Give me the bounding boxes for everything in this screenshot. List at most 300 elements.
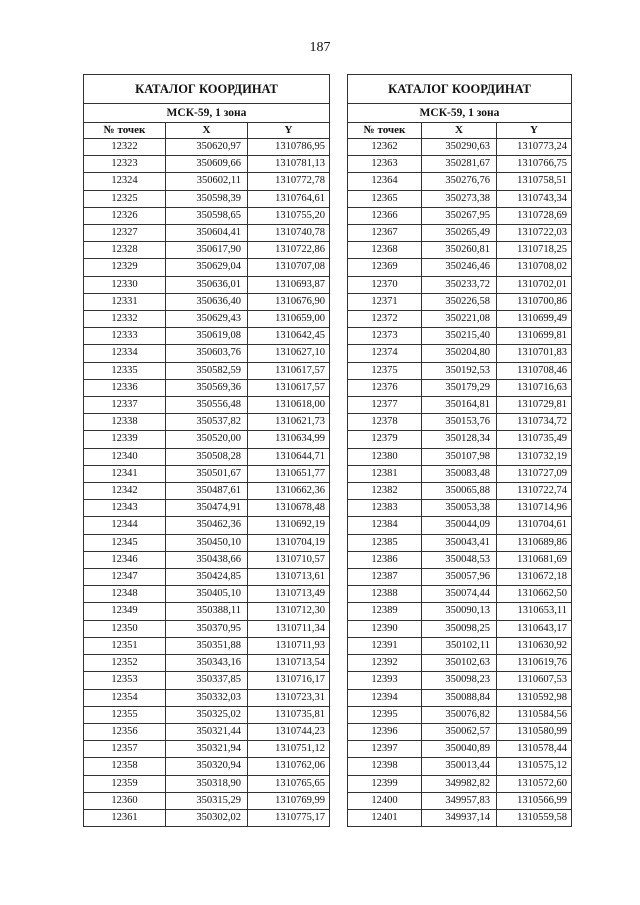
cell-x: 350098,25: [422, 620, 497, 637]
cell-x: 350474,91: [166, 500, 248, 517]
table-row: [84, 156, 330, 173]
cell-point-number: 12390: [348, 620, 422, 637]
cell-y: 1310662,50: [497, 586, 572, 603]
cell-y: 1310704,61: [497, 517, 572, 534]
cell-point-number: 12378: [348, 414, 422, 431]
table-row: [348, 259, 572, 276]
cell-point-number: 12400: [348, 792, 422, 809]
table-row: [348, 207, 572, 224]
table-row: [348, 809, 572, 826]
table-row: [348, 311, 572, 328]
cell-x: 350065,88: [422, 483, 497, 500]
cell-point-number: 12348: [84, 586, 166, 603]
table-row: [84, 242, 330, 259]
cell-x: 350107,98: [422, 448, 497, 465]
cell-y: 1310575,12: [497, 758, 572, 775]
cell-point-number: 12365: [348, 190, 422, 207]
cell-y: 1310718,25: [497, 242, 572, 259]
cell-x: 350629,43: [166, 311, 248, 328]
cell-x: 350321,94: [166, 741, 248, 758]
cell-x: 350044,09: [422, 517, 497, 534]
cell-y: 1310735,49: [497, 431, 572, 448]
table-row: [84, 689, 330, 706]
cell-x: 350520,00: [166, 431, 248, 448]
cell-y: 1310708,46: [497, 362, 572, 379]
table-row: [348, 517, 572, 534]
cell-x: 349957,83: [422, 792, 497, 809]
cell-point-number: 12347: [84, 569, 166, 586]
table-row: [348, 190, 572, 207]
table-row: [348, 500, 572, 517]
cell-x: 350598,39: [166, 190, 248, 207]
cell-y: 1310744,23: [248, 723, 330, 740]
cell-point-number: 12351: [84, 637, 166, 654]
cell-point-number: 12353: [84, 672, 166, 689]
cell-y: 1310662,36: [248, 483, 330, 500]
cell-x: 350569,36: [166, 379, 248, 396]
cell-y: 1310580,99: [497, 723, 572, 740]
cell-point-number: 12397: [348, 741, 422, 758]
cell-x: 350098,23: [422, 672, 497, 689]
cell-y: 1310642,45: [248, 328, 330, 345]
cell-point-number: 12345: [84, 534, 166, 551]
table-row: [84, 173, 330, 190]
cell-point-number: 12380: [348, 448, 422, 465]
cell-point-number: 12341: [84, 465, 166, 482]
table-row: [84, 397, 330, 414]
cell-point-number: 12356: [84, 723, 166, 740]
cell-x: 350164,81: [422, 397, 497, 414]
table-row: [84, 775, 330, 792]
cell-y: 1310651,77: [248, 465, 330, 482]
table-row: [84, 551, 330, 568]
cell-y: 1310617,57: [248, 362, 330, 379]
table-row: [348, 328, 572, 345]
table-row: [348, 672, 572, 689]
table-row: [348, 551, 572, 568]
cell-point-number: 12384: [348, 517, 422, 534]
column-header-point-number: № точек: [84, 123, 166, 139]
cell-point-number: 12382: [348, 483, 422, 500]
coordinate-catalog-table-right: [347, 74, 572, 827]
cell-x: 350320,94: [166, 758, 248, 775]
cell-point-number: 12324: [84, 173, 166, 190]
cell-x: 350204,80: [422, 345, 497, 362]
cell-y: 1310692,19: [248, 517, 330, 534]
cell-point-number: 12367: [348, 225, 422, 242]
cell-x: 350246,46: [422, 259, 497, 276]
table-row: [84, 758, 330, 775]
cell-point-number: 12322: [84, 139, 166, 156]
table-row: [84, 723, 330, 740]
cell-x: 350090,13: [422, 603, 497, 620]
cell-y: 1310710,57: [248, 551, 330, 568]
table-row: [348, 569, 572, 586]
cell-x: 350153,76: [422, 414, 497, 431]
cell-y: 1310619,76: [497, 655, 572, 672]
table-row: [84, 414, 330, 431]
table-row: [348, 534, 572, 551]
table-row: [348, 242, 572, 259]
cell-point-number: 12354: [84, 689, 166, 706]
cell-y: 1310644,71: [248, 448, 330, 465]
cell-y: 1310701,83: [497, 345, 572, 362]
cell-x: 350405,10: [166, 586, 248, 603]
cell-point-number: 12364: [348, 173, 422, 190]
cell-y: 1310711,93: [248, 637, 330, 654]
table-row: [84, 620, 330, 637]
cell-x: 350603,76: [166, 345, 248, 362]
cell-y: 1310751,12: [248, 741, 330, 758]
cell-y: 1310722,74: [497, 483, 572, 500]
cell-point-number: 12362: [348, 139, 422, 156]
table-row: [348, 586, 572, 603]
cell-y: 1310781,13: [248, 156, 330, 173]
cell-point-number: 12373: [348, 328, 422, 345]
table-row: [348, 655, 572, 672]
table-row: [84, 293, 330, 310]
table-row: [84, 603, 330, 620]
cell-y: 1310617,57: [248, 379, 330, 396]
cell-point-number: 12329: [84, 259, 166, 276]
column-header-x: X: [422, 123, 497, 139]
table-row: [348, 689, 572, 706]
cell-x: 350192,53: [422, 362, 497, 379]
table-body: [348, 139, 572, 827]
cell-x: 350629,04: [166, 259, 248, 276]
cell-y: 1310716,17: [248, 672, 330, 689]
cell-y: 1310659,00: [248, 311, 330, 328]
cell-point-number: 12357: [84, 741, 166, 758]
cell-x: 350013,44: [422, 758, 497, 775]
cell-y: 1310713,49: [248, 586, 330, 603]
cell-point-number: 12336: [84, 379, 166, 396]
table-row: [348, 448, 572, 465]
column-header-point-number: № точек: [348, 123, 422, 139]
cell-x: 350273,38: [422, 190, 497, 207]
cell-x: 350424,85: [166, 569, 248, 586]
table-row: [84, 483, 330, 500]
cell-y: 1310712,30: [248, 603, 330, 620]
cell-y: 1310772,78: [248, 173, 330, 190]
table-row: [348, 620, 572, 637]
cell-y: 1310708,02: [497, 259, 572, 276]
cell-point-number: 12361: [84, 809, 166, 826]
coordinate-catalog-table-left: [83, 74, 330, 827]
cell-y: 1310732,19: [497, 448, 572, 465]
cell-y: 1310676,90: [248, 293, 330, 310]
cell-x: 350602,11: [166, 173, 248, 190]
cell-point-number: 12360: [84, 792, 166, 809]
cell-x: 350556,48: [166, 397, 248, 414]
cell-x: 350438,66: [166, 551, 248, 568]
cell-y: 1310621,73: [248, 414, 330, 431]
cell-x: 350619,08: [166, 328, 248, 345]
table-title: КАТАЛОГ КООРДИНАТ: [348, 75, 572, 104]
cell-x: 350040,89: [422, 741, 497, 758]
cell-y: 1310618,00: [248, 397, 330, 414]
cell-y: 1310714,96: [497, 500, 572, 517]
table-row: [84, 672, 330, 689]
column-header-x: X: [166, 123, 248, 139]
cell-y: 1310734,72: [497, 414, 572, 431]
cell-point-number: 12352: [84, 655, 166, 672]
cell-point-number: 12399: [348, 775, 422, 792]
cell-x: 350318,90: [166, 775, 248, 792]
table-row: [84, 569, 330, 586]
cell-x: 350062,57: [422, 723, 497, 740]
cell-point-number: 12387: [348, 569, 422, 586]
cell-y: 1310773,24: [497, 139, 572, 156]
table-row: [84, 500, 330, 517]
cell-y: 1310630,92: [497, 637, 572, 654]
cell-y: 1310672,18: [497, 569, 572, 586]
cell-x: 350636,01: [166, 276, 248, 293]
cell-x: 350233,72: [422, 276, 497, 293]
table-row: [84, 345, 330, 362]
cell-y: 1310775,17: [248, 809, 330, 826]
table-subtitle: МСК-59, 1 зона: [348, 104, 572, 123]
table-row: [348, 173, 572, 190]
cell-x: 350370,95: [166, 620, 248, 637]
cell-x: 350337,85: [166, 672, 248, 689]
table-row: [348, 139, 572, 156]
cell-point-number: 12394: [348, 689, 422, 706]
cell-x: 350321,44: [166, 723, 248, 740]
table-row: [348, 741, 572, 758]
table-row: [84, 190, 330, 207]
cell-y: 1310727,09: [497, 465, 572, 482]
cell-x: 350074,44: [422, 586, 497, 603]
cell-x: 350276,76: [422, 173, 497, 190]
table-row: [348, 362, 572, 379]
cell-y: 1310786,95: [248, 139, 330, 156]
cell-y: 1310607,53: [497, 672, 572, 689]
cell-y: 1310653,11: [497, 603, 572, 620]
cell-point-number: 12393: [348, 672, 422, 689]
cell-y: 1310702,01: [497, 276, 572, 293]
cell-point-number: 12372: [348, 311, 422, 328]
table-row: [348, 225, 572, 242]
cell-y: 1310728,69: [497, 207, 572, 224]
cell-y: 1310566,99: [497, 792, 572, 809]
cell-point-number: 12335: [84, 362, 166, 379]
cell-x: 350617,90: [166, 242, 248, 259]
cell-x: 350215,40: [422, 328, 497, 345]
table-row: [348, 465, 572, 482]
cell-point-number: 12328: [84, 242, 166, 259]
cell-point-number: 12385: [348, 534, 422, 551]
table-body: [84, 139, 330, 827]
cell-point-number: 12359: [84, 775, 166, 792]
cell-x: 350508,28: [166, 448, 248, 465]
cell-point-number: 12377: [348, 397, 422, 414]
cell-y: 1310572,60: [497, 775, 572, 792]
table-row: [84, 225, 330, 242]
cell-point-number: 12395: [348, 706, 422, 723]
table-row: [84, 448, 330, 465]
cell-point-number: 12368: [348, 242, 422, 259]
cell-x: 350487,61: [166, 483, 248, 500]
cell-y: 1310716,63: [497, 379, 572, 396]
cell-point-number: 12391: [348, 637, 422, 654]
cell-x: 350332,03: [166, 689, 248, 706]
cell-x: 350102,63: [422, 655, 497, 672]
cell-y: 1310764,61: [248, 190, 330, 207]
table-row: [348, 431, 572, 448]
table-row: [348, 706, 572, 723]
cell-point-number: 12375: [348, 362, 422, 379]
table-row: [84, 431, 330, 448]
table-row: [348, 483, 572, 500]
cell-x: 350265,49: [422, 225, 497, 242]
cell-point-number: 12398: [348, 758, 422, 775]
cell-x: 350267,95: [422, 207, 497, 224]
table-row: [348, 414, 572, 431]
table-row: [348, 276, 572, 293]
table-row: [84, 637, 330, 654]
cell-x: 350388,11: [166, 603, 248, 620]
cell-x: 350351,88: [166, 637, 248, 654]
cell-x: 350636,40: [166, 293, 248, 310]
table-row: [348, 603, 572, 620]
cell-x: 350450,10: [166, 534, 248, 551]
cell-point-number: 12370: [348, 276, 422, 293]
table-row: [84, 792, 330, 809]
table-row: [348, 293, 572, 310]
table-row: [84, 586, 330, 603]
cell-y: 1310769,99: [248, 792, 330, 809]
table-row: [348, 156, 572, 173]
table-row: [348, 345, 572, 362]
table-row: [84, 259, 330, 276]
cell-x: 350620,97: [166, 139, 248, 156]
cell-point-number: 12392: [348, 655, 422, 672]
cell-point-number: 12389: [348, 603, 422, 620]
table-row: [84, 655, 330, 672]
table-row: [84, 741, 330, 758]
cell-x: 350057,96: [422, 569, 497, 586]
cell-x: 350501,67: [166, 465, 248, 482]
cell-point-number: 12371: [348, 293, 422, 310]
cell-y: 1310678,48: [248, 500, 330, 517]
cell-x: 349937,14: [422, 809, 497, 826]
cell-point-number: 12355: [84, 706, 166, 723]
table-row: [84, 139, 330, 156]
cell-point-number: 12340: [84, 448, 166, 465]
table-row: [348, 775, 572, 792]
cell-y: 1310758,51: [497, 173, 572, 190]
table-row: [348, 637, 572, 654]
cell-point-number: 12342: [84, 483, 166, 500]
cell-x: 350083,48: [422, 465, 497, 482]
cell-x: 350325,02: [166, 706, 248, 723]
cell-point-number: 12327: [84, 225, 166, 242]
cell-y: 1310762,06: [248, 758, 330, 775]
cell-point-number: 12363: [348, 156, 422, 173]
cell-point-number: 12350: [84, 620, 166, 637]
table-row: [84, 534, 330, 551]
page-number: 187: [309, 40, 331, 55]
table-row: [348, 379, 572, 396]
cell-x: 350281,67: [422, 156, 497, 173]
cell-point-number: 12358: [84, 758, 166, 775]
cell-x: 350076,82: [422, 706, 497, 723]
cell-y: 1310559,58: [497, 809, 572, 826]
cell-y: 1310723,31: [248, 689, 330, 706]
cell-x: 350043,41: [422, 534, 497, 551]
cell-x: 350048,53: [422, 551, 497, 568]
cell-point-number: 12326: [84, 207, 166, 224]
cell-point-number: 12381: [348, 465, 422, 482]
cell-y: 1310681,69: [497, 551, 572, 568]
cell-y: 1310740,78: [248, 225, 330, 242]
table-subtitle: МСК-59, 1 зона: [84, 104, 330, 123]
cell-point-number: 12333: [84, 328, 166, 345]
cell-point-number: 12323: [84, 156, 166, 173]
cell-x: 350102,11: [422, 637, 497, 654]
cell-y: 1310700,86: [497, 293, 572, 310]
cell-y: 1310707,08: [248, 259, 330, 276]
table-row: [84, 207, 330, 224]
cell-x: 350053,38: [422, 500, 497, 517]
cell-y: 1310766,75: [497, 156, 572, 173]
column-header-y: Y: [248, 123, 330, 139]
cell-point-number: 12334: [84, 345, 166, 362]
cell-y: 1310722,03: [497, 225, 572, 242]
table-row: [84, 379, 330, 396]
cell-y: 1310743,34: [497, 190, 572, 207]
cell-y: 1310713,54: [248, 655, 330, 672]
table-row: [84, 706, 330, 723]
cell-y: 1310578,44: [497, 741, 572, 758]
cell-point-number: 12401: [348, 809, 422, 826]
cell-x: 350604,41: [166, 225, 248, 242]
cell-x: 350088,84: [422, 689, 497, 706]
table-row: [84, 465, 330, 482]
cell-x: 350260,81: [422, 242, 497, 259]
column-header-y: Y: [497, 123, 572, 139]
cell-y: 1310592,98: [497, 689, 572, 706]
cell-y: 1310584,56: [497, 706, 572, 723]
cell-point-number: 12330: [84, 276, 166, 293]
cell-point-number: 12331: [84, 293, 166, 310]
cell-point-number: 12343: [84, 500, 166, 517]
cell-y: 1310693,87: [248, 276, 330, 293]
cell-point-number: 12325: [84, 190, 166, 207]
table-row: [348, 792, 572, 809]
cell-point-number: 12338: [84, 414, 166, 431]
cell-y: 1310729,81: [497, 397, 572, 414]
cell-x: 350290,63: [422, 139, 497, 156]
cell-y: 1310689,86: [497, 534, 572, 551]
table-row: [348, 758, 572, 775]
table-row: [84, 517, 330, 534]
table-row: [348, 397, 572, 414]
cell-x: 350226,58: [422, 293, 497, 310]
cell-point-number: 12346: [84, 551, 166, 568]
table-row: [84, 276, 330, 293]
cell-point-number: 12374: [348, 345, 422, 362]
cell-y: 1310735,81: [248, 706, 330, 723]
table-row: [84, 362, 330, 379]
table-row: [84, 328, 330, 345]
cell-point-number: 12396: [348, 723, 422, 740]
cell-y: 1310713,61: [248, 569, 330, 586]
cell-point-number: 12376: [348, 379, 422, 396]
cell-y: 1310765,65: [248, 775, 330, 792]
cell-y: 1310722,86: [248, 242, 330, 259]
